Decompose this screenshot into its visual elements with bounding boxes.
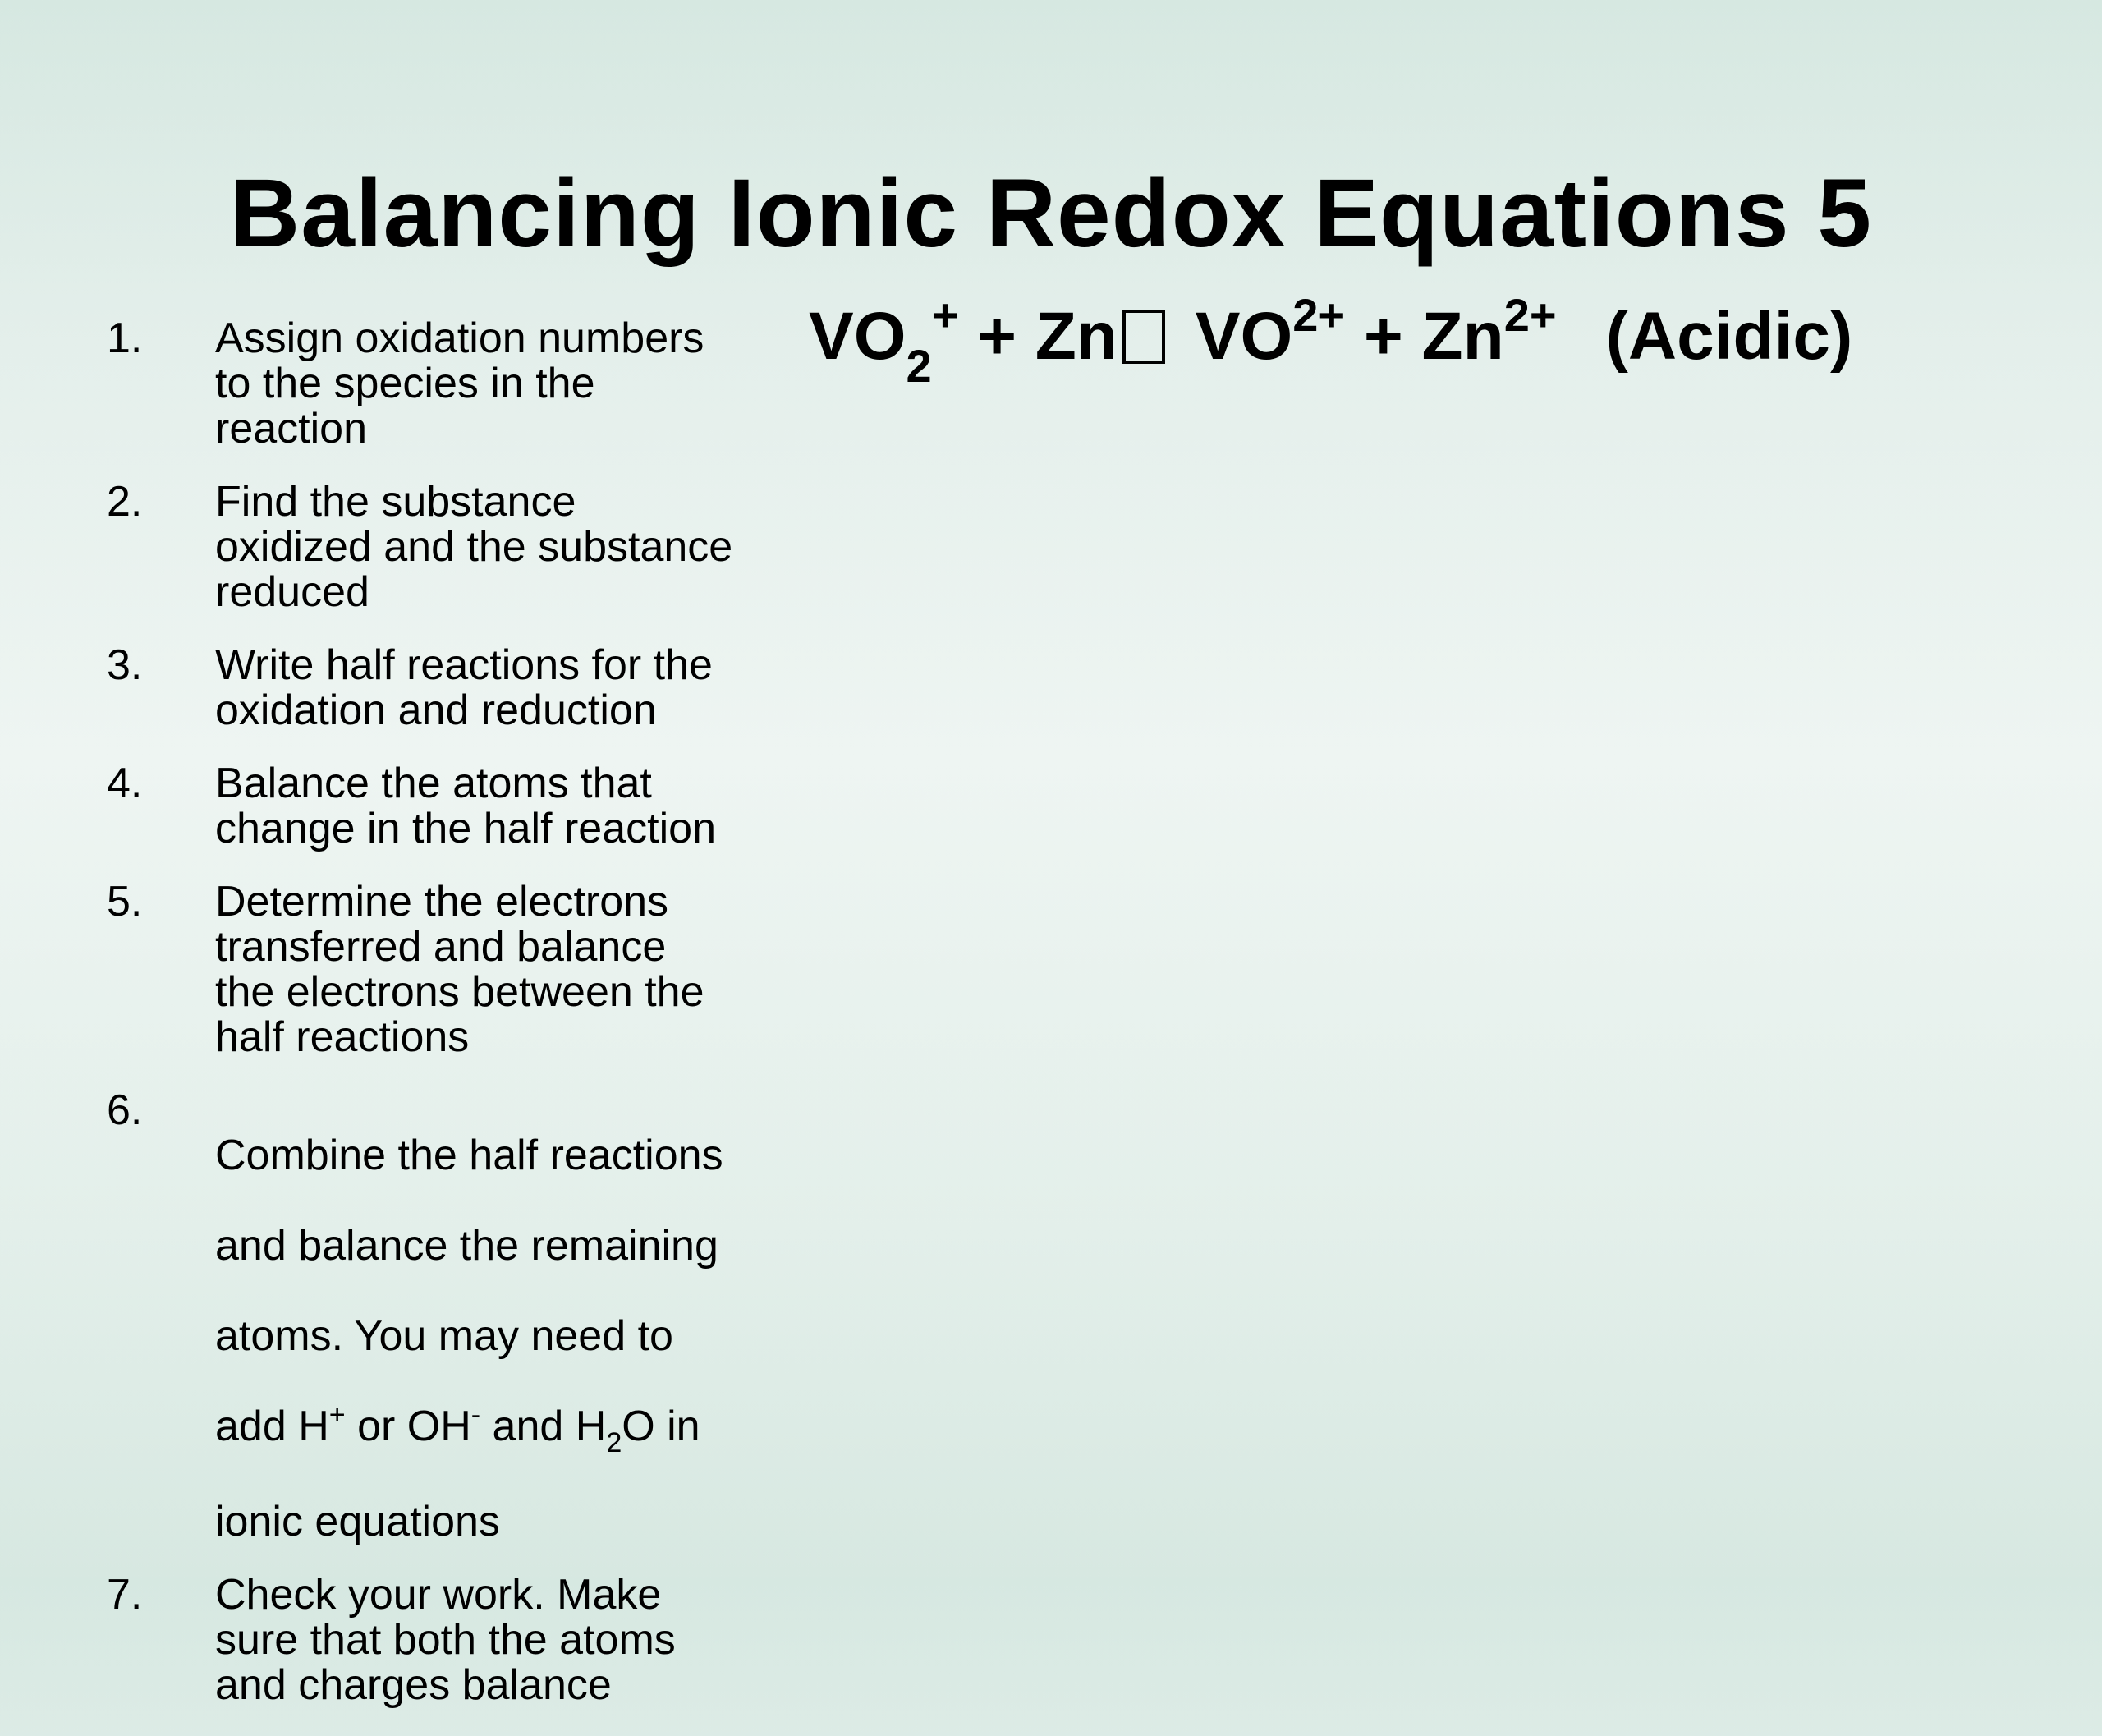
step-item bbox=[107, 643, 813, 733]
vo-ion: $VO^{2+}$ bbox=[1176, 289, 1346, 374]
water-subscript: 2 bbox=[606, 1427, 622, 1458]
step-item bbox=[107, 1088, 813, 1545]
step-number: 2. bbox=[107, 478, 143, 526]
zinc-reactant: + Zn bbox=[958, 299, 1118, 374]
zinc-charge: 2+ bbox=[1503, 289, 1557, 341]
vo-charge: 2+ bbox=[1292, 289, 1346, 341]
step-number: 3. bbox=[107, 641, 143, 689]
step-item bbox=[107, 316, 813, 452]
slide-title: Balancing Ionic Redox Equations 5 bbox=[230, 159, 1872, 268]
step-number: 1. bbox=[107, 315, 143, 362]
step-text: Write half reactions for the oxidation and reduction bbox=[215, 641, 713, 734]
steps-list bbox=[107, 316, 813, 1736]
step-line: ionic equations bbox=[215, 1498, 500, 1545]
step-text: Balance the atoms that change in the half reaction bbox=[215, 760, 716, 852]
step-text: Determine the electrons transferred and balance the electrons between the half reactions bbox=[215, 878, 704, 1061]
step-line: Combine the half reactions bbox=[215, 1132, 723, 1179]
step-line: and balance the remaining bbox=[215, 1222, 718, 1270]
hydroxide-charge: - bbox=[470, 1399, 481, 1431]
step-number: 6. bbox=[107, 1086, 143, 1134]
vo2-subscript: 2 bbox=[906, 340, 932, 392]
vo2-ion: $VO_2^+$ bbox=[809, 289, 959, 392]
missing-glyph-icon bbox=[1122, 310, 1165, 364]
step-text bbox=[215, 1088, 813, 1545]
step-item bbox=[107, 1573, 813, 1708]
step-line: atoms. You may need to bbox=[215, 1312, 673, 1360]
step-line: add H+ or OH- and $H_2O$ in bbox=[215, 1399, 700, 1458]
step-number: 5. bbox=[107, 878, 143, 925]
reaction-condition: (Acidic) bbox=[1605, 299, 1853, 374]
step-text: Find the substance oxidized and the substance reduced bbox=[215, 478, 733, 616]
step-item bbox=[107, 761, 813, 852]
zinc-ion: + $Zn^{2+}$ bbox=[1345, 289, 1557, 374]
step-item bbox=[107, 879, 813, 1060]
step-text: Check your work. Make sure that both the atoms and charges balance bbox=[215, 1571, 676, 1709]
step-number: 4. bbox=[107, 760, 143, 807]
hydrogen-ion-charge: + bbox=[328, 1399, 346, 1431]
vo2-charge: + bbox=[931, 289, 959, 341]
step-number: 7. bbox=[107, 1571, 143, 1619]
step-item bbox=[107, 480, 813, 615]
step-text: Assign oxidation numbers to the species in the reaction bbox=[215, 315, 704, 452]
redox-equation bbox=[809, 289, 1853, 392]
